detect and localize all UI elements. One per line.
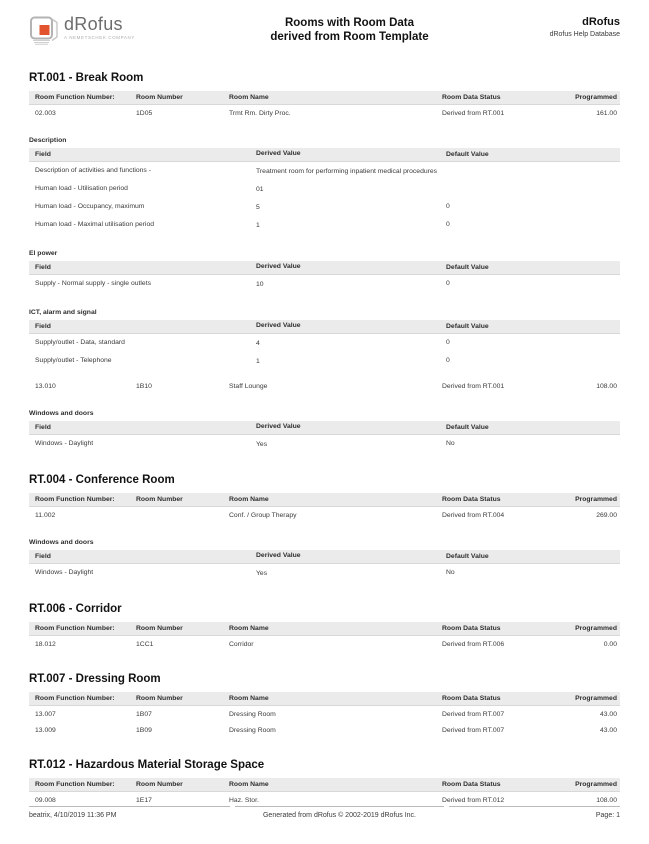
field-group-title: Description xyxy=(29,137,67,144)
room-row-cell: 13.010 xyxy=(35,383,56,390)
database-info xyxy=(490,12,620,38)
field-group xyxy=(29,539,620,582)
section-heading: RT.012 - Hazardous Material Storage Space xyxy=(29,759,265,771)
room-row-cell: 43.00 xyxy=(599,727,617,734)
room-row xyxy=(29,378,620,394)
field-group xyxy=(29,309,620,370)
room-row xyxy=(29,105,620,121)
room-row-cell: 1B10 xyxy=(136,383,152,390)
field-table-header-cell: Derived Value xyxy=(256,263,301,270)
room-row-cell: 108.00 xyxy=(596,383,617,390)
room-table-header xyxy=(29,692,620,706)
field-row xyxy=(29,435,620,453)
field-table-header xyxy=(29,261,620,275)
field-table-header-cell: Default Value xyxy=(446,424,489,431)
report-title-line2: derived from Room Template xyxy=(270,31,429,43)
field-row-cell: Supply/outlet - Data, standard xyxy=(35,339,125,346)
room-row-cell: Derived from RT.007 xyxy=(442,727,505,734)
field-table-header xyxy=(29,421,620,435)
field-row-cell: 0 xyxy=(446,357,450,364)
room-row-cell: 13.009 xyxy=(35,727,56,734)
field-group-title: Windows and doors xyxy=(29,410,94,417)
report-title xyxy=(209,12,490,44)
room-table-header-cell: Room Name xyxy=(229,625,269,632)
room-template-section xyxy=(29,72,620,453)
room-template-section xyxy=(29,603,620,652)
room-table-header-cell: Programmed xyxy=(575,625,617,632)
field-table-header-cell: Default Value xyxy=(446,553,489,560)
room-row-cell xyxy=(136,511,229,520)
room-row-cell: 43.00 xyxy=(599,711,617,718)
field-table-header-cell: Field xyxy=(35,323,51,330)
field-table-header-cell: Derived Value xyxy=(256,552,301,559)
room-row-cell: Conf. / Group Therapy xyxy=(229,512,297,519)
room-table-header-cell: Room Number xyxy=(136,94,183,101)
room-row-cell: 1B07 xyxy=(136,711,152,718)
room-table-header-cell: Room Data Status xyxy=(442,94,501,101)
field-group-title: ICT, alarm and signal xyxy=(29,309,97,316)
field-row-cell: 1 xyxy=(256,222,260,229)
field-table-header-cell: Field xyxy=(35,264,51,271)
room-row-cell: 18.012 xyxy=(35,641,56,648)
room-table-header-cell: Room Name xyxy=(229,496,269,503)
field-row-cell: Supply/outlet - Telephone xyxy=(35,357,112,364)
room-table-header-cell: Room Number xyxy=(136,781,183,788)
room-row-cell: Derived from RT.007 xyxy=(442,711,505,718)
room-row-cell: 1B09 xyxy=(136,727,152,734)
room-table-header-cell: Room Number xyxy=(136,496,183,503)
room-row-cell: 13.007 xyxy=(35,711,56,718)
field-table-header xyxy=(29,148,620,162)
room-row-cell: 108.00 xyxy=(596,797,617,804)
field-row xyxy=(29,334,620,352)
room-row xyxy=(29,706,620,722)
field-row-cell: No xyxy=(446,569,455,576)
field-table-header xyxy=(29,320,620,334)
room-row-cell: Derived from RT.006 xyxy=(442,641,505,648)
field-row-cell: 4 xyxy=(256,340,260,347)
field-row-cell: Description of activities and functions - xyxy=(35,167,151,174)
room-row-cell: Dressing Room xyxy=(229,711,276,718)
room-row-cell: Corridor xyxy=(229,641,254,648)
room-row-cell: 161.00 xyxy=(596,110,617,117)
field-row-cell: 0 xyxy=(446,339,450,346)
room-row-cell: 09.008 xyxy=(35,797,56,804)
room-table-header xyxy=(29,493,620,507)
field-row-cell xyxy=(446,184,620,195)
field-row xyxy=(29,352,620,370)
field-row xyxy=(29,162,620,180)
field-row-cell: 0 xyxy=(446,221,450,228)
room-row xyxy=(29,636,620,652)
section-heading: RT.006 - Corridor xyxy=(29,603,122,615)
room-table-header-cell: Room Function Number: xyxy=(35,695,115,702)
field-row-cell: Windows - Daylight xyxy=(35,569,94,576)
room-table-header-cell: Room Function Number: xyxy=(35,625,115,632)
field-row xyxy=(29,275,620,293)
section-heading: RT.004 - Conference Room xyxy=(29,474,175,486)
logo-brand-text: dRofus xyxy=(64,14,123,34)
field-group-title: El power xyxy=(29,250,58,257)
room-table-header-cell: Room Name xyxy=(229,781,269,788)
room-row xyxy=(29,378,620,394)
report-header xyxy=(29,12,620,51)
room-table-header-cell: Room Data Status xyxy=(442,496,501,503)
room-template-section xyxy=(29,673,620,738)
field-table-header-cell: Default Value xyxy=(446,151,489,158)
room-row-cell: Derived from RT.001 xyxy=(442,110,505,117)
room-table-header-cell: Room Data Status xyxy=(442,781,501,788)
field-row-cell: No xyxy=(446,440,455,447)
room-table-header-cell: Programmed xyxy=(575,781,617,788)
room-table-header xyxy=(29,91,620,105)
room-table-header-cell: Room Name xyxy=(229,94,269,101)
field-row xyxy=(29,564,620,582)
room-row xyxy=(29,507,620,523)
field-row-cell: 0 xyxy=(446,203,450,210)
room-row-cell: 02.003 xyxy=(35,110,56,117)
field-table-header-cell: Derived Value xyxy=(256,150,301,157)
room-table-header xyxy=(29,622,620,636)
section-heading: RT.001 - Break Room xyxy=(29,72,144,84)
field-table-header-cell: Field xyxy=(35,151,51,158)
field-row-cell: 01 xyxy=(256,186,264,193)
room-row-cell: Derived from RT.012 xyxy=(442,797,505,804)
room-row xyxy=(29,706,620,722)
field-row-cell: Windows - Daylight xyxy=(35,440,94,447)
room-table-header-cell: Programmed xyxy=(575,695,617,702)
room-row-cell: Derived from RT.001 xyxy=(442,383,505,390)
database-name: dRofus Help Database xyxy=(549,31,620,38)
field-row-cell: 1 xyxy=(256,358,260,365)
logo-tagline-text: A NEMETSCHEK COMPANY xyxy=(64,35,135,40)
field-row-cell: 0 xyxy=(446,280,450,287)
report-title-line1: Rooms with Room Data xyxy=(284,17,415,29)
field-table-header-cell: Default Value xyxy=(446,323,489,330)
room-row-cell: Haz. Stor. xyxy=(229,797,259,804)
field-table-header xyxy=(29,550,620,564)
field-table-header-cell: Derived Value xyxy=(256,322,301,329)
database-brand: dRofus xyxy=(582,16,620,28)
room-table-header-cell: Room Data Status xyxy=(442,625,501,632)
field-row xyxy=(29,216,620,234)
room-row xyxy=(29,507,620,523)
room-row xyxy=(29,636,620,652)
room-row-cell: Trmt Rm. Dirty Proc. xyxy=(229,110,291,117)
room-template-section xyxy=(29,474,620,582)
room-row xyxy=(29,722,620,738)
section-heading: RT.007 - Dressing Room xyxy=(29,673,161,685)
room-row-cell: Dressing Room xyxy=(229,727,276,734)
field-row-cell: Yes xyxy=(256,570,268,577)
field-row-cell: Human load - Maximal utilisation period xyxy=(35,221,154,228)
footer-page-number: Page: 1 xyxy=(449,806,620,819)
field-row xyxy=(29,198,620,216)
room-row xyxy=(29,722,620,738)
footer-user-datetime: beatrix, 4/10/2019 11:36 PM xyxy=(29,806,230,819)
field-table-header-cell: Default Value xyxy=(446,264,489,271)
field-table-header-cell: Field xyxy=(35,424,51,431)
field-row-cell xyxy=(446,166,620,177)
room-table-header-cell: Room Function Number: xyxy=(35,94,115,101)
drofus-cube-icon xyxy=(29,14,59,51)
field-row-cell: Human load - Utilisation period xyxy=(35,185,128,192)
field-group xyxy=(29,410,620,453)
room-table-header-cell: Room Number xyxy=(136,695,183,702)
room-table-header-cell: Room Function Number: xyxy=(35,496,115,503)
field-row-cell: Treatment room for performing inpatient medical procedures xyxy=(256,168,438,175)
footer-generated-note: Generated from dRofus © 2002-2019 dRofus Inc. xyxy=(235,806,444,819)
room-row-cell: 1E17 xyxy=(136,797,152,804)
room-table-header-cell: Room Function Number: xyxy=(35,781,115,788)
drofus-logo xyxy=(29,12,209,51)
field-row-cell: Human load - Occupancy, maximum xyxy=(35,203,145,210)
room-table-header-cell: Room Name xyxy=(229,695,269,702)
field-row xyxy=(29,180,620,198)
field-row-cell: 5 xyxy=(256,204,260,211)
field-table-header-cell: Field xyxy=(35,553,51,560)
room-table-header xyxy=(29,778,620,792)
room-table-header-cell: Room Number xyxy=(136,625,183,632)
report-body xyxy=(29,72,620,808)
room-row-cell: Derived from RT.004 xyxy=(442,512,505,519)
room-template-section xyxy=(29,759,620,808)
field-row-cell: Yes xyxy=(256,441,268,448)
room-row-cell: 269.00 xyxy=(596,512,617,519)
field-group xyxy=(29,250,620,293)
room-table-header-cell: Room Data Status xyxy=(442,695,501,702)
field-row-cell: Supply - Normal supply - single outlets xyxy=(35,280,151,287)
field-table-header-cell: Derived Value xyxy=(256,423,301,430)
report-footer xyxy=(29,806,620,819)
room-row-cell: 1D05 xyxy=(136,110,153,117)
room-table-header-cell: Programmed xyxy=(575,496,617,503)
field-group xyxy=(29,137,620,234)
field-row-cell: 10 xyxy=(256,281,264,288)
room-row-cell: 0.00 xyxy=(603,641,617,648)
room-row xyxy=(29,105,620,121)
field-group-title: Windows and doors xyxy=(29,539,94,546)
room-row-cell: Staff Lounge xyxy=(229,383,268,390)
room-row-cell: 11.002 xyxy=(35,512,56,519)
room-table-header-cell: Programmed xyxy=(575,94,617,101)
room-row-cell: 1CC1 xyxy=(136,641,154,648)
